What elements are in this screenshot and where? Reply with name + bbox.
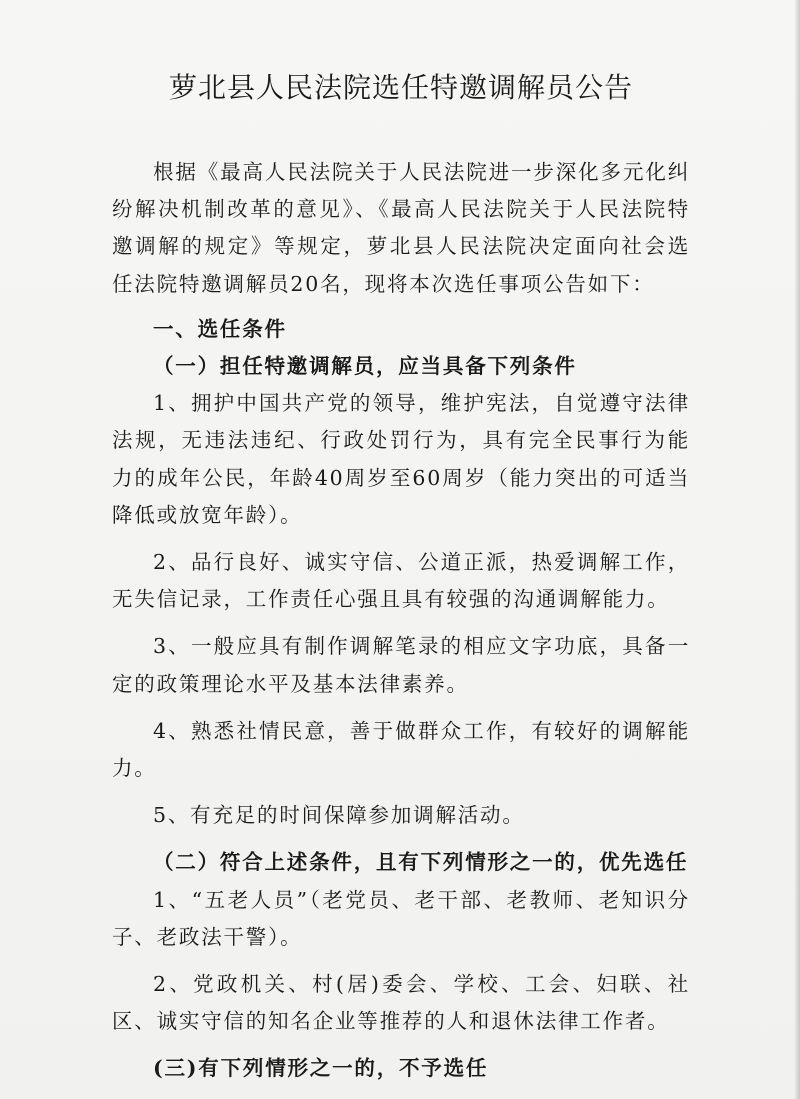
requirement-item-3: 3、一般应具有制作调解笔录的相应文字功底，具备一定的政策理论水平及基本法律素养。 — [112, 634, 690, 696]
requirement-item-1: 1、拥护中国共产党的领导，维护宪法，自觉遵守法律法规，无违法违纪、行政处罚行为，具有完全民事行为能力的成年公民，年龄40周岁至60周岁（能力突出的可适当降低或放宽年龄）。 — [112, 391, 690, 527]
page-title: 萝北县人民法院选任特邀调解员公告 — [168, 71, 633, 104]
subsection-heading-priority: （二）符合上述条件，且有下列情形之一的，优先选任 — [153, 850, 689, 875]
requirement-item-2: 2、品行良好、诚实守信、公道正派，热爱调解工作，无失信记录，工作责任心强且具有较强的沟通调解能力。 — [112, 550, 690, 612]
subsection-heading-requirements: （一）担任特邀调解员，应当具备下列条件 — [153, 354, 577, 379]
priority-item-2: 2、党政机关、村(居)委会、学校、工会、妇联、社区、诚实守信的知名企业等推荐的人和退休法律工作者。 — [112, 972, 690, 1034]
requirement-item-5: 5、有充足的时间保障参加调解活动。 — [153, 803, 525, 828]
requirement-item-4: 4、熟悉社情民意，善于做群众工作，有较好的调解能力。 — [112, 718, 690, 781]
intro-paragraph: 根据《最高人民法院关于人民法院进一步深化多元化纠纷解决机制改革的意见》、《最高人民法院关于人民法院特邀调解的规定》等规定，萝北县人民法院决定面向社会选任法院特邀调解员20名，现将本次选任事项公告如下： — [112, 160, 690, 296]
priority-item-1: 1、“五老人员”（老党员、老干部、老教师、老知识分子、老政法干警）。 — [112, 887, 690, 949]
subsection-heading-exclusions: (三)有下列情形之一的，不予选任 — [153, 1056, 489, 1081]
section-heading-selection-conditions: 一、选任条件 — [153, 316, 287, 341]
document-body — [112, 154, 690, 1088]
